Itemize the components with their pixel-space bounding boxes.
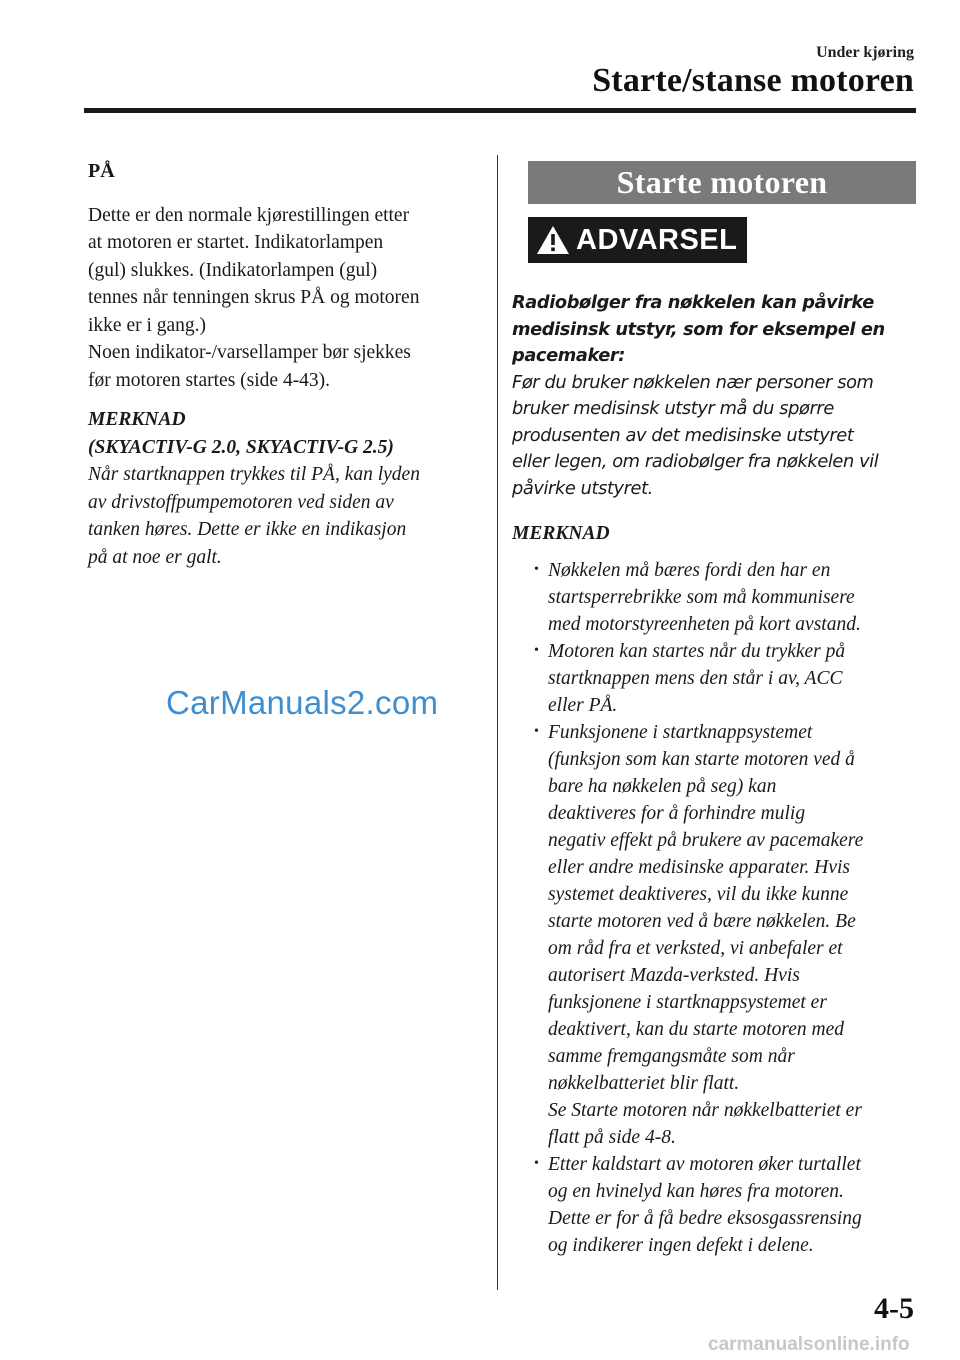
header-rule [84, 108, 916, 113]
list-item [512, 719, 912, 1151]
text-line: negativ effekt på brukere av pacemakere [548, 830, 864, 851]
text-line: • Etter kaldstart av motoren øker turtallet [548, 1154, 861, 1175]
text-line: eller andre medisinske apparater. Hvis [548, 857, 851, 878]
body-paragraph [88, 202, 478, 395]
text-line: og en hvinelyd kan høres fra motoren. [548, 1181, 844, 1202]
text-line: (funksjon som kan starte motoren ved å [548, 749, 855, 770]
left-column [88, 158, 478, 571]
text-line: samme fremgangsmåte som når [548, 1046, 795, 1067]
text-line: startsperrebrikke som må kommunisere [548, 587, 855, 608]
list-item [512, 638, 912, 719]
warning-body [512, 370, 912, 503]
list-item [512, 557, 912, 638]
text-line: nøkkelbatteriet blir flatt. [548, 1073, 740, 1094]
watermark: CarManuals2.com [166, 684, 439, 721]
note-text [88, 461, 478, 571]
text-line: Før du bruker nøkkelen nær personer som [512, 371, 874, 393]
text-line: bruker medisinsk utstyr må du spørre [512, 398, 834, 419]
text-line: deaktiveres for å forhindre mulig [548, 803, 806, 824]
text-line: om råd fra et verksted, vi anbefaler et [548, 938, 843, 959]
text-line: eller legen, om radiobølger fra nøkkelen vil [512, 451, 879, 472]
warning-badge [528, 217, 747, 263]
warning-label: ADVARSEL [576, 223, 738, 256]
text-line: systemet deaktiveres, vil du ikke kunne [548, 884, 849, 905]
note-subtitle: (SKYACTIV-G 2.0, SKYACTIV-G 2.5) [88, 436, 394, 458]
text-line: Se Starte motoren når nøkkelbatteriet er [548, 1100, 862, 1121]
text-line: startknappen mens den står i av, ACC [548, 668, 843, 689]
text-line: flatt på side 4-8. [548, 1127, 676, 1148]
text-line: • Motoren kan startes når du trykker på [548, 641, 846, 662]
footer-brand: carmanualsonline.info [708, 1334, 910, 1355]
text-line: av drivstoffpumpemotoren ved siden av [88, 491, 394, 513]
text-line: tanken høres. Dette er ikke en indikasjon [88, 519, 407, 540]
text-line: Radiobølger fra nøkkelen kan påvirke [512, 292, 874, 313]
text-line: Når startknappen trykkes til PÅ, kan lyden [88, 464, 420, 485]
list-item [512, 1151, 912, 1259]
page-title: Starte/stanse motoren [592, 62, 914, 99]
text-line: (gul) slukkes. (Indikatorlampen (gul) [88, 259, 378, 281]
text-line: eller PÅ. [548, 695, 618, 716]
text-line: • Nøkkelen må bæres fordi den har en [548, 560, 831, 581]
text-line: autorisert Mazda-verksted. Hvis [548, 965, 800, 986]
section-title-bar: Starte motoren [528, 161, 916, 204]
note-label: MERKNAD [88, 409, 186, 430]
text-line: medisinsk utstyr, som for eksempel en [512, 318, 885, 340]
text-line: på at noe er galt. [88, 546, 222, 568]
text-line: produsenten av det medisinske utstyret [512, 424, 854, 446]
text-line: ikke er i gang.) [88, 314, 207, 336]
text-line: før motoren startes (side 4-43). [88, 369, 331, 391]
note-label: MERKNAD [512, 523, 610, 544]
text-line: pacemaker: [512, 345, 625, 366]
text-line: deaktivert, kan du starte motoren med [548, 1019, 845, 1040]
text-line: påvirke utstyret. [512, 477, 653, 499]
header-section-label: Under kjøring [816, 44, 914, 61]
right-column [512, 290, 912, 1259]
text-line: med motorstyreenheten på kort avstand. [548, 614, 861, 635]
text-line: • Funksjonene i startknappsystemet [548, 722, 813, 743]
warning-title [512, 290, 912, 370]
page-number: 4-5 [874, 1292, 914, 1325]
text-line: Dette er den normale kjørestillingen etter [88, 204, 410, 226]
text-line: Noen indikator-/varsellamper bør sjekkes [88, 342, 411, 363]
text-line: at motoren er startet. Indikatorlampen [88, 232, 384, 253]
text-line: tennes når tenningen skrus PÅ og motoren [88, 287, 420, 308]
subheading-paa: PÅ [88, 160, 115, 182]
warning-triangle-icon [536, 225, 570, 255]
text-line: Dette er for å få bedre eksosgassrensing [548, 1208, 862, 1229]
column-divider [497, 155, 498, 1290]
text-line: og indikerer ingen defekt i delene. [548, 1235, 814, 1256]
text-line: bare ha nøkkelen på seg) kan [548, 776, 777, 797]
text-line: funksjonene i startknappsystemet er [548, 992, 827, 1013]
text-line: starte motoren ved å bære nøkkelen. Be [548, 911, 856, 932]
note-bullet-list [512, 557, 912, 1259]
